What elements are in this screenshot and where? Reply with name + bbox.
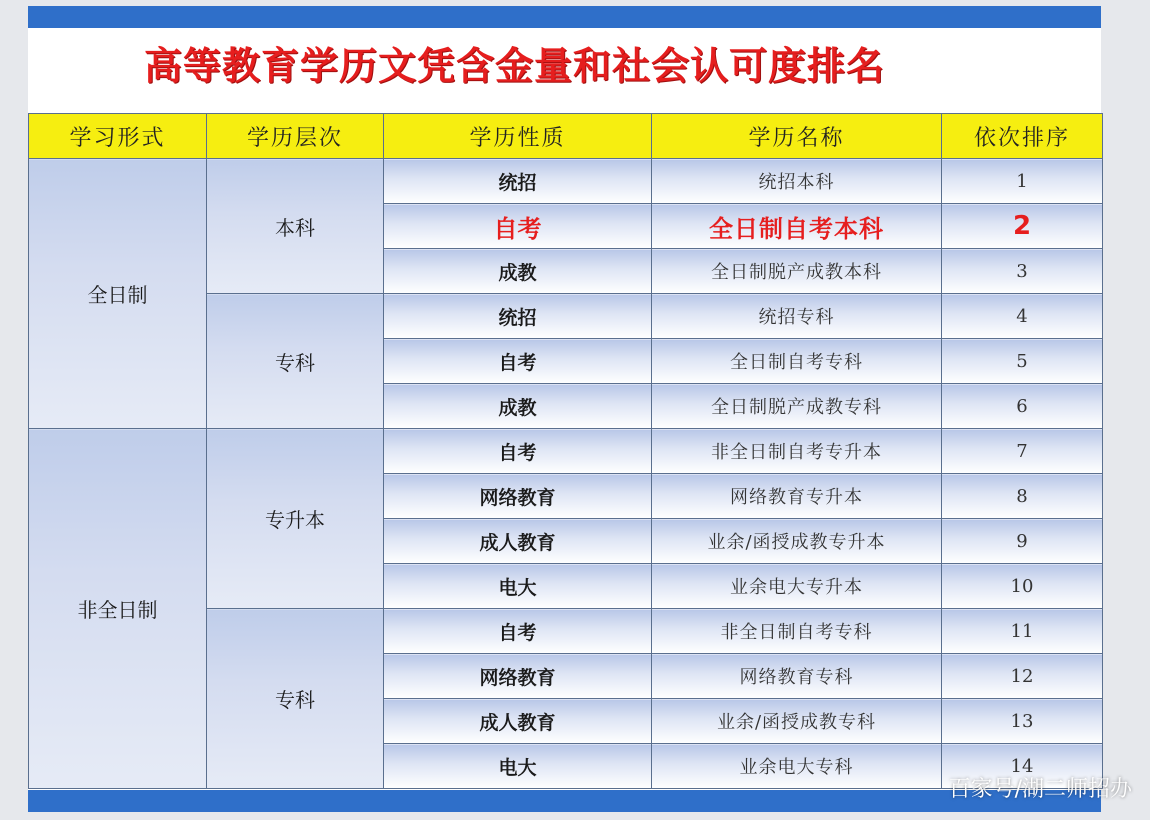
rank-cell: 10 <box>942 564 1103 609</box>
header-rank: 依次排序 <box>942 114 1103 159</box>
rank-cell: 13 <box>942 699 1103 744</box>
nature-cell: 自考 <box>384 204 652 249</box>
level-cell: 专科 <box>207 294 384 429</box>
header-level: 学历层次 <box>207 114 384 159</box>
nature-cell: 成人教育 <box>384 519 652 564</box>
name-cell: 网络教育专科 <box>652 654 942 699</box>
nature-cell: 统招 <box>384 159 652 204</box>
table-row <box>29 429 1103 474</box>
header-name: 学历名称 <box>652 114 942 159</box>
nature-cell: 成人教育 <box>384 699 652 744</box>
top-frame-bar <box>28 6 1101 28</box>
header-row <box>29 114 1103 159</box>
rank-cell: 12 <box>942 654 1103 699</box>
name-cell: 统招专科 <box>652 294 942 339</box>
ranking-table <box>28 113 1103 789</box>
nature-cell: 成教 <box>384 249 652 294</box>
nature-cell: 成教 <box>384 384 652 429</box>
level-cell: 专科 <box>207 609 384 789</box>
rank-cell: 6 <box>942 384 1103 429</box>
rank-cell: 14 <box>942 744 1103 789</box>
level-cell: 专升本 <box>207 429 384 609</box>
name-cell: 业余电大专科 <box>652 744 942 789</box>
name-cell: 统招本科 <box>652 159 942 204</box>
nature-cell: 网络教育 <box>384 654 652 699</box>
rank-cell: 8 <box>942 474 1103 519</box>
rank-cell: 1 <box>942 159 1103 204</box>
nature-cell: 自考 <box>384 429 652 474</box>
name-cell: 网络教育专升本 <box>652 474 942 519</box>
rank-cell: 2 <box>942 204 1103 249</box>
nature-cell: 电大 <box>384 564 652 609</box>
rank-cell: 5 <box>942 339 1103 384</box>
rank-cell: 7 <box>942 429 1103 474</box>
name-cell: 全日制自考本科 <box>652 204 942 249</box>
rank-cell: 3 <box>942 249 1103 294</box>
name-cell: 业余电大专升本 <box>652 564 942 609</box>
name-cell: 非全日制自考专科 <box>652 609 942 654</box>
name-cell: 非全日制自考专升本 <box>652 429 942 474</box>
name-cell: 业余/函授成教专升本 <box>652 519 942 564</box>
name-cell: 全日制脱产成教本科 <box>652 249 942 294</box>
name-cell: 全日制自考专科 <box>652 339 942 384</box>
table-row <box>29 159 1103 204</box>
page-title: 高等教育学历文凭含金量和社会认可度排名 <box>144 44 886 88</box>
study-mode-cell: 全日制 <box>29 159 207 429</box>
bottom-frame-bar <box>28 790 1101 812</box>
study-mode-cell: 非全日制 <box>29 429 207 789</box>
header-nature: 学历性质 <box>384 114 652 159</box>
nature-cell: 电大 <box>384 744 652 789</box>
name-cell: 业余/函授成教专科 <box>652 699 942 744</box>
nature-cell: 自考 <box>384 339 652 384</box>
rank-cell: 11 <box>942 609 1103 654</box>
nature-cell: 自考 <box>384 609 652 654</box>
header-study-mode: 学习形式 <box>29 114 207 159</box>
nature-cell: 网络教育 <box>384 474 652 519</box>
name-cell: 全日制脱产成教专科 <box>652 384 942 429</box>
level-cell: 本科 <box>207 159 384 294</box>
watermark: 百家号/湖二师招办 <box>948 777 1132 802</box>
rank-cell: 9 <box>942 519 1103 564</box>
rank-cell: 4 <box>942 294 1103 339</box>
nature-cell: 统招 <box>384 294 652 339</box>
